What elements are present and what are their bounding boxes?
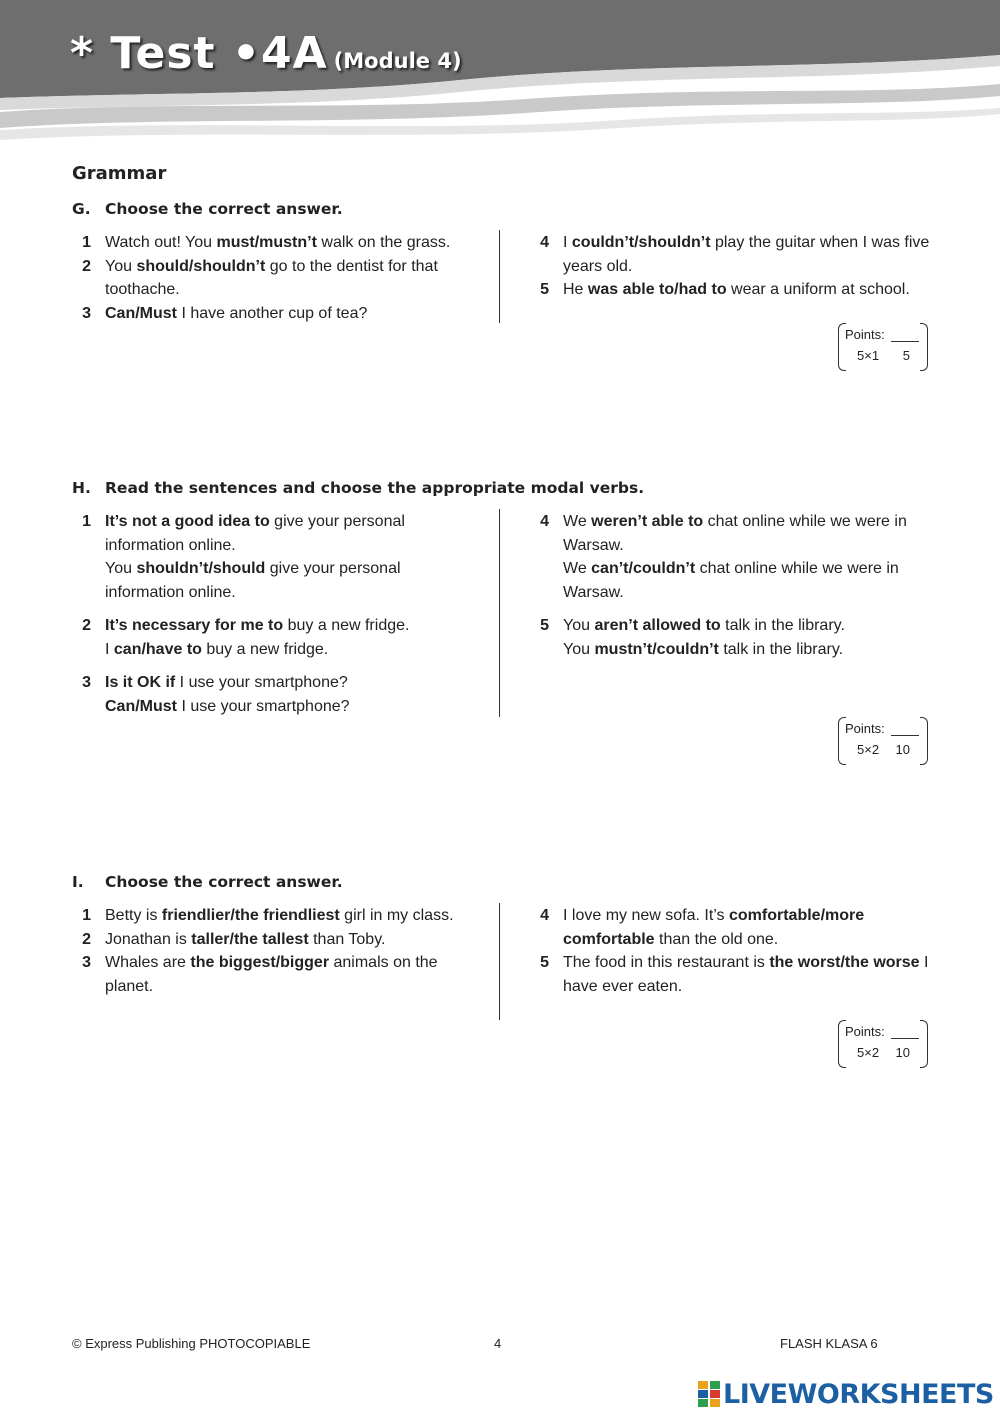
question-item-3 [72,302,472,326]
question-item-4 [530,231,940,278]
answer-choice[interactable]: comfortable/more comfortable [563,907,865,948]
answer-choice[interactable]: the worst/the worse [769,954,920,971]
liveworksheets-icon [698,1381,720,1407]
answer-choice[interactable]: must/mustn’t [216,234,317,251]
answer-choice[interactable]: friendlier/the friendliest [161,907,340,924]
exercise-letter: G. [72,200,91,218]
question-number: 5 [540,281,549,298]
question-item-2 [72,928,472,952]
footer-course: FLASH KLASA 6 [780,1336,878,1351]
question-number: 1 [82,907,91,924]
column-divider [499,230,500,323]
column-divider [499,509,500,717]
header-banner [0,0,1000,150]
question-number: 1 [82,234,91,251]
question-item-5 [530,614,940,661]
question-text: You should/shouldn’t go to the dentist for that toothache. [105,257,438,298]
answer-choice[interactable]: weren’t able to [591,513,704,530]
question-number: 4 [540,513,549,530]
column-divider [499,903,500,1020]
answer-choice[interactable]: should/shouldn’t [136,257,266,275]
question-item-5 [530,278,940,302]
answer-choice[interactable]: can/have to [113,640,202,658]
question-text: Betty is friendlier/the friendliest girl in my class. [105,907,454,924]
bracket-right [920,1020,928,1068]
exercise-letter: H. [72,479,91,497]
section-title: Grammar [72,163,167,184]
question-item-2 [72,255,472,302]
answer-choice[interactable]: couldn’t/shouldn’t [571,234,711,251]
question-number: 5 [540,954,549,971]
question-text: We weren’t able to chat online while we were in Warsaw. We can’t/couldn’t chat online while we were in Warsaw. [563,513,907,601]
exercise-instruction: Choose the correct answer. [105,873,343,891]
question-text: Can/Must I have another cup of tea? [105,304,368,322]
exercise-g-right-column [530,231,940,302]
exercise-h-right-column [530,510,940,661]
question-number: 2 [82,257,91,275]
exercise-instruction: Choose the correct answer. [105,200,343,218]
exercise-i-right-column [530,904,940,998]
points-label: Points: [845,721,885,736]
points-answer-line[interactable] [891,341,919,342]
points-box [838,1020,928,1068]
answer-choice[interactable]: Is it OK if [105,674,176,691]
question-item-1 [72,904,472,928]
question-number: 2 [82,617,91,634]
answer-choice[interactable]: the biggest/bigger [190,954,330,971]
points-label: Points: [845,1024,885,1039]
answer-choice[interactable]: It’s not a good idea to [105,513,270,530]
exercise-h-heading [72,479,644,497]
question-text: Jonathan is taller/the tallest than Toby. [105,930,386,948]
question-text: I couldn’t/shouldn’t play the guitar when I was five years old. [563,234,930,275]
question-item-4 [530,510,940,604]
points-multiplier: 5×1 [857,348,880,363]
question-text: The food in this restaurant is the worst/the worse I have ever eaten. [563,954,929,995]
answer-choice[interactable]: It’s necessary for me to [105,617,284,634]
question-item-2 [72,614,472,661]
answer-choice[interactable]: mustn’t/couldn’t [594,640,719,658]
answer-choice[interactable]: taller/the tallest [191,930,309,948]
question-text: Watch out! You must/mustn’t walk on the grass. [105,234,451,251]
question-item-3 [72,671,472,718]
question-number: 3 [82,304,91,322]
bracket-right [920,717,928,765]
answer-choice[interactable]: can’t/couldn’t [591,560,696,577]
question-number: 3 [82,954,91,971]
question-number: 2 [82,930,91,948]
points-label: Points: [845,327,885,342]
question-item-1 [72,231,472,255]
test-title [70,28,462,79]
points-total: 5 [902,348,910,363]
exercise-h-left-column [72,510,472,718]
answer-choice[interactable]: aren’t allowed to [594,617,721,634]
points-total: 10 [895,742,910,757]
question-item-5 [530,951,940,998]
footer-page-number: 4 [494,1336,502,1351]
question-text: It’s necessary for me to buy a new fridge. I can/have to buy a new fridge. [105,617,410,658]
question-number: 4 [540,234,549,251]
liveworksheets-wordmark: LIVEWORKSHEETS [723,1378,994,1410]
question-number: 4 [540,907,549,924]
answer-choice[interactable]: Can/Must [105,697,177,715]
liveworksheets-logo[interactable] [698,1377,994,1411]
exercise-i-left-column [72,904,472,998]
points-multiplier: 5×2 [857,1045,880,1060]
question-text: Is it OK if I use your smartphone? Can/Must I use your smartphone? [105,674,350,715]
question-number: 5 [540,617,549,634]
question-text: I love my new sofa. It’s comfortable/more comfortable than the old one. [563,907,865,948]
exercise-i-heading [72,873,343,891]
footer-copyright: © Express Publishing PHOTOCOPIABLE [72,1336,311,1351]
points-total: 10 [895,1045,910,1060]
points-answer-line[interactable] [891,735,919,736]
question-item-1 [72,510,472,604]
question-number: 3 [82,674,91,691]
question-text: It’s not a good idea to give your personal information online. You shouldn’t/should give your personal information online. [105,513,405,601]
test-title-main: * Test •4A [70,28,328,79]
question-text: You aren’t allowed to talk in the library. You mustn’t/couldn’t talk in the library. [563,617,845,658]
points-multiplier: 5×2 [857,742,880,757]
question-text: He was able to/had to wear a uniform at school. [563,281,910,298]
answer-choice[interactable]: was able to/had to [587,281,727,298]
question-item-4 [530,904,940,951]
exercise-g-heading [72,200,343,218]
points-box [838,717,928,765]
points-box [838,323,928,371]
question-item-3 [72,951,472,998]
exercise-letter: I. [72,873,84,891]
test-title-module: (Module 4) [333,49,462,73]
answer-choice[interactable]: shouldn’t/should [136,560,266,577]
exercise-instruction: Read the sentences and choose the appropriate modal verbs. [105,479,645,497]
question-text: Whales are the biggest/bigger animals on the planet. [105,954,438,995]
exercise-g-left-column [72,231,472,325]
answer-choice[interactable]: Can/Must [105,304,177,322]
points-answer-line[interactable] [891,1038,919,1039]
question-number: 1 [82,513,91,530]
bracket-right [920,323,928,371]
